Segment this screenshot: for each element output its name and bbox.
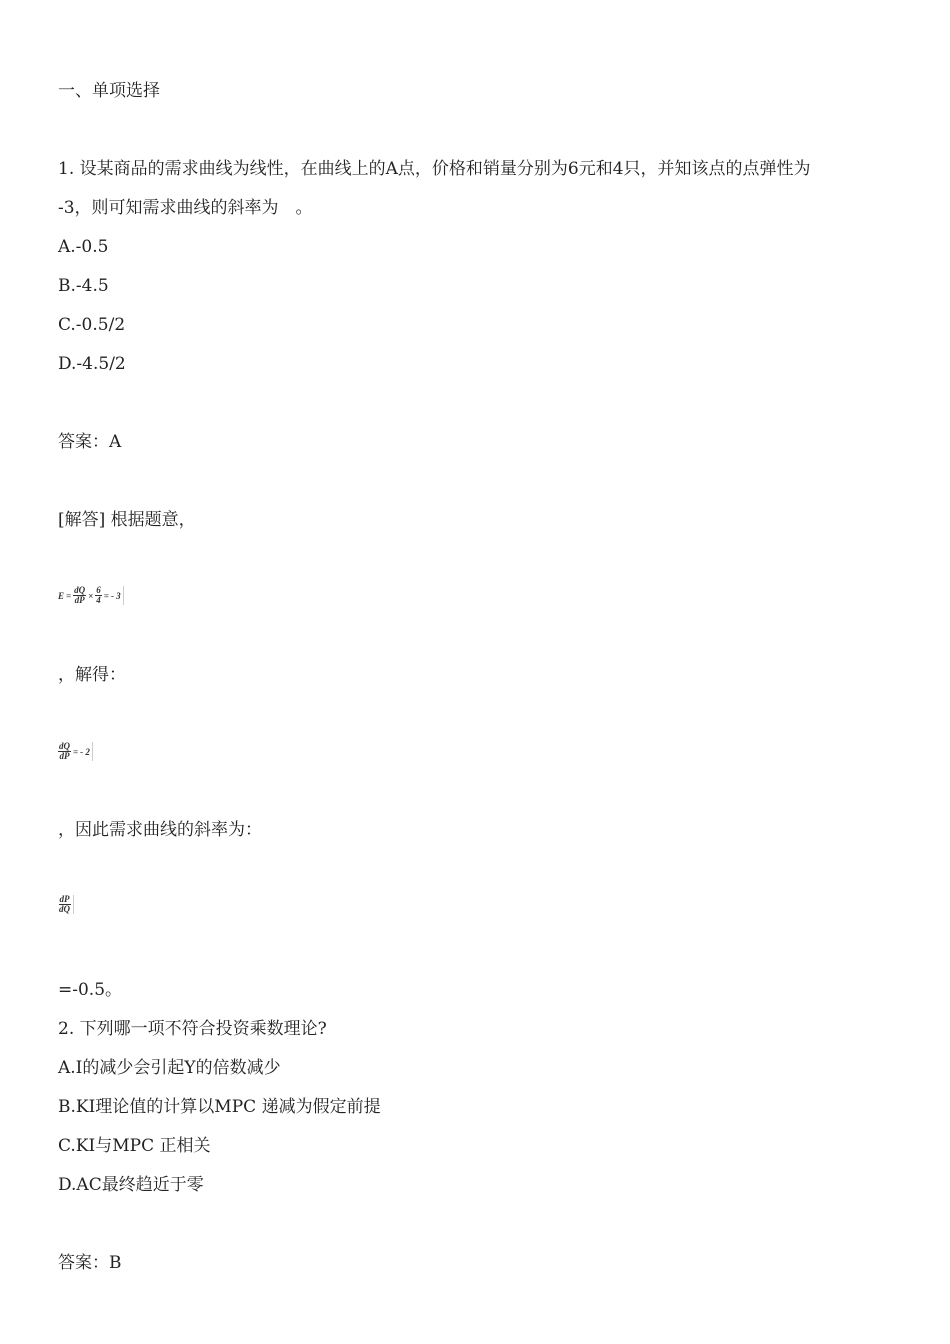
- formula-elasticity-numerator: dQ: [74, 585, 86, 595]
- question-1-stem-line1: 1. 设某商品的需求曲线为线性，在曲线上的A点，价格和销量分别为6元和4只，并知该点的点弹性为: [58, 159, 811, 179]
- formula-elasticity-times: ×: [88, 590, 94, 601]
- formula-elasticity-fraction: [73, 586, 86, 605]
- formula-slope-denominator: dQ: [59, 904, 70, 914]
- question-1-option-d: D.-4.5/2: [58, 354, 126, 374]
- formula-derivative: [58, 742, 93, 761]
- formula-elasticity-eq2: =: [103, 590, 109, 601]
- formula-derivative-denominator: dP: [59, 751, 70, 761]
- question-1-stem-line2: -3，则可知需求曲线的斜率为 。: [58, 198, 313, 218]
- section-title: 一、单项选择: [58, 81, 160, 101]
- question-1-answer: 答案：A: [58, 432, 122, 452]
- formula-slope-numerator: dP: [59, 894, 70, 904]
- question-2-option-a: A.I的减少会引起Y的倍数减少: [58, 1058, 281, 1078]
- question-2-option-b: B.KI理论值的计算以MPC 递减为假定前提: [58, 1097, 381, 1117]
- slope-text: ，因此需求曲线的斜率为：: [58, 820, 262, 840]
- question-2-option-d: D.AC最终趋近于零: [58, 1175, 204, 1195]
- solve-text: ，解得：: [58, 665, 126, 685]
- formula-derivative-fraction: [58, 742, 71, 761]
- question-1-explanation-intro: [解答] 根据题意，: [58, 510, 196, 530]
- formula-elasticity-rhs: - 3: [110, 590, 121, 601]
- formula-elasticity-fraction-2: [95, 586, 102, 605]
- formula-derivative-rhs: - 2: [80, 746, 90, 757]
- question-2-stem: 2. 下列哪一项不符合投资乘数理论?: [58, 1019, 327, 1039]
- formula-elasticity-denominator-2: 4: [96, 595, 101, 605]
- question-1-result: =-0.5。: [58, 980, 123, 1000]
- formula-elasticity-numerator-2: 6: [96, 585, 101, 595]
- question-1-option-b: B.-4.5: [58, 276, 109, 296]
- question-2-option-c: C.KI与MPC 正相关: [58, 1136, 211, 1156]
- formula-slope: [58, 895, 74, 914]
- formula-elasticity-eq: =: [66, 590, 72, 601]
- formula-derivative-eq: =: [73, 746, 79, 757]
- formula-elasticity-lhs: E: [58, 590, 65, 601]
- formula-derivative-numerator: dQ: [59, 741, 70, 751]
- formula-slope-fraction: [58, 895, 71, 914]
- formula-elasticity-denominator: dP: [74, 595, 85, 605]
- question-1-option-c: C.-0.5/2: [58, 315, 126, 335]
- question-1-option-a: A.-0.5: [58, 237, 109, 257]
- question-2-answer: 答案：B: [58, 1253, 122, 1273]
- formula-elasticity: [58, 586, 124, 605]
